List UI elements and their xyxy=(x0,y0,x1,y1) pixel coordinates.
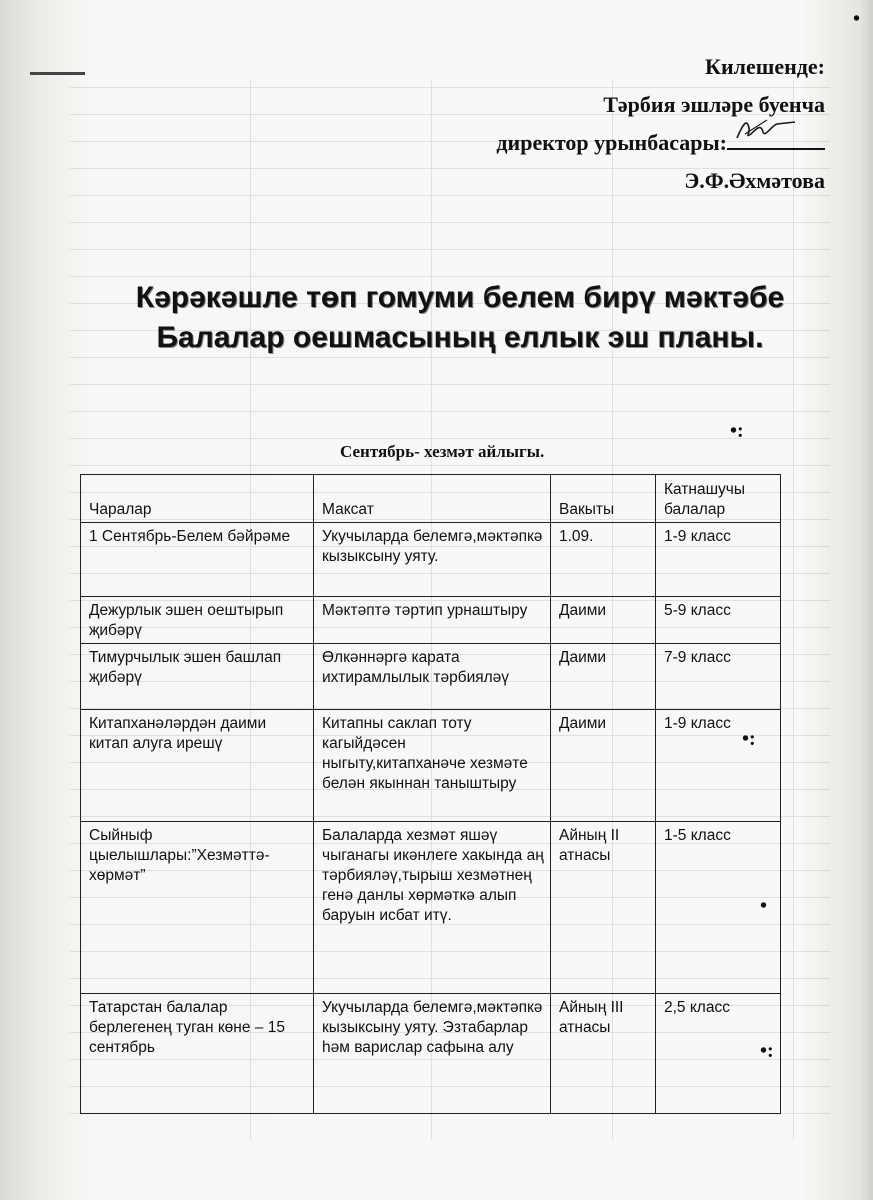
table-row xyxy=(81,710,781,822)
document-title xyxy=(100,278,820,358)
scan-speck: • xyxy=(760,895,768,917)
header-time: Вакыты xyxy=(551,475,656,523)
table-row xyxy=(81,822,781,994)
cell-participants: 7-9 класс xyxy=(656,644,781,710)
cell-goal: Мәктәптә тәртип урнаштыру xyxy=(314,597,551,644)
cell-time: Даими xyxy=(551,597,656,644)
approval-block xyxy=(496,48,825,200)
cell-participants: 2,5 класс xyxy=(656,994,781,1114)
cell-time: Айның III атнасы xyxy=(551,994,656,1114)
cell-event: 1 Сентябрь-Белем бәйрәме xyxy=(81,523,314,597)
cell-goal: Укучыларда белемгә,мәктәпкә кызыксыну уяту. Эзтабарлар һәм варислар сафына алу xyxy=(314,994,551,1114)
scan-artifact-line xyxy=(30,72,85,75)
title-line1: Кәрәкәшле төп гомуми белем бирү мәктәбе xyxy=(135,281,785,314)
scan-speck: •: xyxy=(742,728,756,750)
cell-participants: 1-5 класс xyxy=(656,822,781,994)
scan-speck: • xyxy=(853,8,861,30)
cell-time: Даими xyxy=(551,710,656,822)
header-events: Чаралар xyxy=(81,475,314,523)
table-row xyxy=(81,644,781,710)
approval-name: Э.Ф.Әхмәтова xyxy=(684,168,825,193)
approval-label: Килешенде: xyxy=(705,54,825,79)
table-row xyxy=(81,597,781,644)
cell-goal: Балаларда хезмәт яшәү чыганагы икәнлеге хакында аң тәрбияләү,тырыш хезмәтнең генә данлы хөрмәткә алып баруын исбат итү. xyxy=(314,822,551,994)
cell-goal: Өлкәннәргә карата ихтирамлылык тәрбияләү xyxy=(314,644,551,710)
section-title: Сентябрь- хезмәт айлыгы. xyxy=(340,442,545,461)
header-goal: Максат xyxy=(314,475,551,523)
cell-goal: Укучыларда белемгә,мәктәпкә кызыксыну уяту. xyxy=(314,523,551,597)
plan-table xyxy=(80,474,781,1114)
cell-event: Китапханәләрдән даими китап алуга ирешү xyxy=(81,710,314,822)
cell-time: Даими xyxy=(551,644,656,710)
cell-participants: 1-9 класс xyxy=(656,710,781,822)
scan-speck: •: xyxy=(760,1040,774,1062)
table-row xyxy=(81,994,781,1114)
cell-time: 1.09. xyxy=(551,523,656,597)
approval-position-line2 xyxy=(496,124,825,162)
cell-goal: Китапны саклап тоту кагыйдәсен ныгыту,китапханәче хезмәте белән якыннан таныштыру xyxy=(314,710,551,822)
cell-event: Татарстан балалар берлегенең туган көне – 15 сентябрь xyxy=(81,994,314,1114)
cell-event: Тимурчылык эшен башлап җибәрү xyxy=(81,644,314,710)
title-line2: Балалар оешмасының еллык эш планы. xyxy=(156,321,764,354)
scan-speck: •: xyxy=(730,420,744,442)
table-header-row xyxy=(81,475,781,523)
cell-participants: 5-9 класс xyxy=(656,597,781,644)
cell-event: Сыйныф цыелышлары:”Хезмәттә-хөрмәт” xyxy=(81,822,314,994)
cell-participants: 1-9 класс xyxy=(656,523,781,597)
signature xyxy=(727,126,825,150)
approval-position-line1: Тәрбия эшләре буенча xyxy=(603,92,825,117)
cell-time: Айның II атнасы xyxy=(551,822,656,994)
cell-event: Дежурлык эшен оештырып җибәрү xyxy=(81,597,314,644)
table-row xyxy=(81,523,781,597)
approval-position-text: директор урынбасары: xyxy=(496,130,727,155)
header-participants: Катнашучы балалар xyxy=(656,475,781,523)
